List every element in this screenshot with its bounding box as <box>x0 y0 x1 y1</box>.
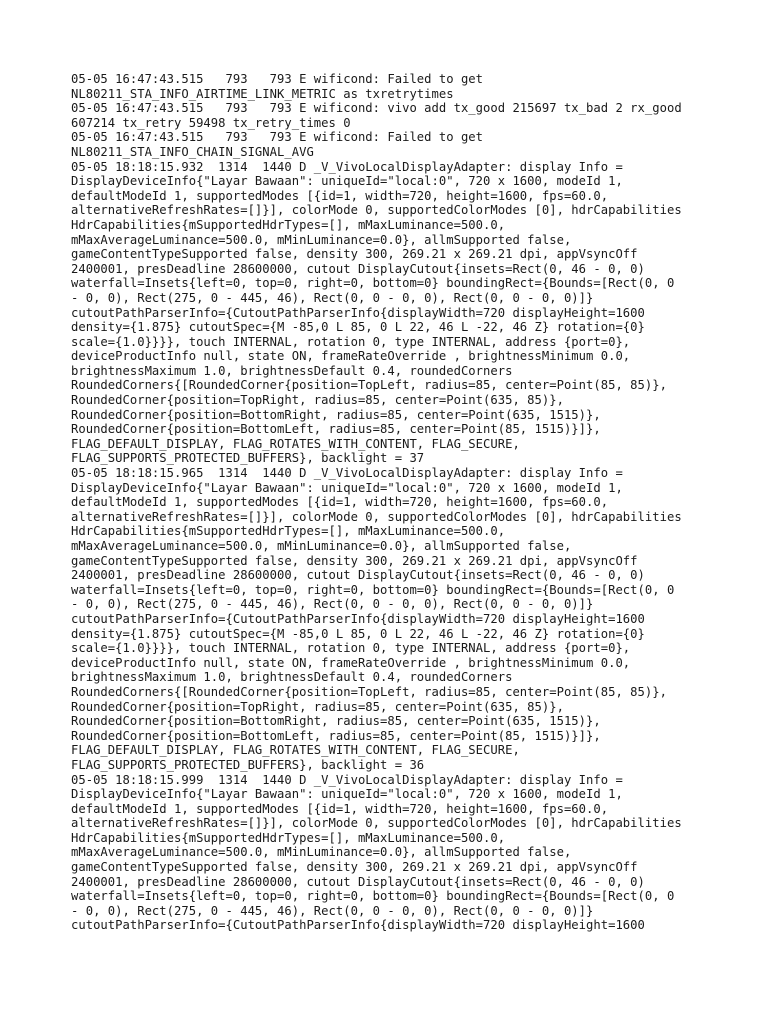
log-line: - 0, 0), Rect(275, 0 - 445, 46), Rect(0, 0 - 0, 0), Rect(0, 0 - 0, 0)]} <box>71 597 594 612</box>
log-line: 2400001, presDeadline 28600000, cutout DisplayCutout{insets=Rect(0, 46 - 0, 0) <box>71 261 645 276</box>
log-line: scale={1.0}}}}, touch INTERNAL, rotation 0, type INTERNAL, address {port=0}, <box>71 641 631 656</box>
log-line: brightnessMaximum 1.0, brightnessDefault 0.4, roundedCorners <box>71 670 513 685</box>
log-line: FLAG_SUPPORTS_PROTECTED_BUFFERS}, backlight = 36 <box>71 757 425 772</box>
log-line: 05-05 18:18:15.965 1314 1440 D _V_VivoLocalDisplayAdapter: display Info = <box>71 466 623 481</box>
log-line: 05-05 16:47:43.515 793 793 E wificond: Failed to get <box>71 72 484 86</box>
log-line: RoundedCorner{position=BottomRight, radius=85, center=Point(635, 1515)}, <box>71 714 601 729</box>
log-line: waterfall=Insets{left=0, top=0, right=0, bottom=0} boundingRect={Bounds=[Rect(0, 0 <box>71 276 675 291</box>
log-line: 05-05 18:18:15.932 1314 1440 D _V_VivoLocalDisplayAdapter: display Info = <box>71 159 623 174</box>
log-line: density={1.875} cutoutSpec={M -85,0 L 85, 0 L 22, 46 L -22, 46 Z} rotation={0} <box>71 320 645 335</box>
log-line: defaultModeId 1, supportedModes [{id=1, width=720, height=1600, fps=60.0, <box>71 801 609 816</box>
log-line: gameContentTypeSupported false, density 300, 269.21 x 269.21 dpi, appVsyncOff <box>71 553 638 568</box>
log-line: RoundedCorner{position=TopRight, radius=85, center=Point(635, 85)}, <box>71 699 564 714</box>
log-line: 05-05 18:18:15.999 1314 1440 D _V_VivoLocalDisplayAdapter: display Info = <box>71 772 623 787</box>
log-line: HdrCapabilities{mSupportedHdrTypes=[], mMaxLuminance=500.0, <box>71 830 506 845</box>
log-line: alternativeRefreshRates=[]}], colorMode 0, supportedColorModes [0], hdrCapabilities <box>71 816 682 831</box>
log-line: RoundedCorner{position=BottomLeft, radius=85, center=Point(85, 1515)}]}, <box>71 422 601 437</box>
log-line: density={1.875} cutoutSpec={M -85,0 L 85, 0 L 22, 46 L -22, 46 Z} rotation={0} <box>71 626 645 641</box>
log-line: alternativeRefreshRates=[]}], colorMode 0, supportedColorModes [0], hdrCapabilities <box>71 203 682 218</box>
log-line: alternativeRefreshRates=[]}], colorMode 0, supportedColorModes [0], hdrCapabilities <box>71 509 682 524</box>
log-line: DisplayDeviceInfo{"Layar Bawaan": uniqueId="local:0", 720 x 1600, modeId 1, <box>71 480 623 495</box>
log-line: 2400001, presDeadline 28600000, cutout DisplayCutout{insets=Rect(0, 46 - 0, 0) <box>71 568 645 583</box>
log-line: cutoutPathParserInfo={CutoutPathParserInfo{displayWidth=720 displayHeight=1600 <box>71 918 645 933</box>
log-line: 05-05 16:47:43.515 793 793 E wificond: vivo add tx_good 215697 tx_bad 2 rx_good <box>71 101 682 116</box>
log-line: - 0, 0), Rect(275, 0 - 445, 46), Rect(0, 0 - 0, 0), Rect(0, 0 - 0, 0)]} <box>71 903 594 918</box>
log-line: RoundedCorner{position=BottomLeft, radius=85, center=Point(85, 1515)}]}, <box>71 728 601 743</box>
log-line: cutoutPathParserInfo={CutoutPathParserInfo{displayWidth=720 displayHeight=1600 <box>71 305 645 320</box>
log-line: defaultModeId 1, supportedModes [{id=1, width=720, height=1600, fps=60.0, <box>71 495 609 510</box>
log-line: defaultModeId 1, supportedModes [{id=1, width=720, height=1600, fps=60.0, <box>71 188 609 203</box>
log-line: HdrCapabilities{mSupportedHdrTypes=[], mMaxLuminance=500.0, <box>71 217 506 232</box>
log-line: RoundedCorners{[RoundedCorner{position=TopLeft, radius=85, center=Point(85, 85)}, <box>71 684 667 699</box>
log-line: scale={1.0}}}}, touch INTERNAL, rotation 0, type INTERNAL, address {port=0}, <box>71 334 631 349</box>
log-line: deviceProductInfo null, state ON, frameRateOverride , brightnessMinimum 0.0, <box>71 655 631 670</box>
log-line: gameContentTypeSupported false, density 300, 269.21 x 269.21 dpi, appVsyncOff <box>71 247 638 262</box>
log-line: 607214 tx_retry 59498 tx_retry_times 0 <box>71 115 351 130</box>
log-line: DisplayDeviceInfo{"Layar Bawaan": uniqueId="local:0", 720 x 1600, modeId 1, <box>71 174 623 189</box>
log-line: mMaxAverageLuminance=500.0, mMinLuminance=0.0}, allmSupported false, <box>71 232 572 247</box>
log-line: FLAG_DEFAULT_DISPLAY, FLAG_ROTATES_WITH_CONTENT, FLAG_SECURE, <box>71 743 520 758</box>
log-line: gameContentTypeSupported false, density 300, 269.21 x 269.21 dpi, appVsyncOff <box>71 860 638 875</box>
log-line: NL80211_STA_INFO_CHAIN_SIGNAL_AVG <box>71 144 314 159</box>
log-line: deviceProductInfo null, state ON, frameRateOverride , brightnessMinimum 0.0, <box>71 349 631 364</box>
log-line: - 0, 0), Rect(275, 0 - 445, 46), Rect(0, 0 - 0, 0), Rect(0, 0 - 0, 0)]} <box>71 290 594 305</box>
log-line: RoundedCorners{[RoundedCorner{position=TopLeft, radius=85, center=Point(85, 85)}, <box>71 378 667 393</box>
log-line: 2400001, presDeadline 28600000, cutout DisplayCutout{insets=Rect(0, 46 - 0, 0) <box>71 874 645 889</box>
log-line: brightnessMaximum 1.0, brightnessDefault 0.4, roundedCorners <box>71 363 513 378</box>
log-line: waterfall=Insets{left=0, top=0, right=0, bottom=0} boundingRect={Bounds=[Rect(0, 0 <box>71 889 675 904</box>
log-line: cutoutPathParserInfo={CutoutPathParserInfo{displayWidth=720 displayHeight=1600 <box>71 611 645 626</box>
log-line: FLAG_DEFAULT_DISPLAY, FLAG_ROTATES_WITH_CONTENT, FLAG_SECURE, <box>71 436 520 451</box>
log-line: 05-05 16:47:43.515 793 793 E wificond: Failed to get <box>71 130 484 145</box>
log-line: RoundedCorner{position=BottomRight, radius=85, center=Point(635, 1515)}, <box>71 407 601 422</box>
log-line: DisplayDeviceInfo{"Layar Bawaan": uniqueId="local:0", 720 x 1600, modeId 1, <box>71 787 623 802</box>
log-line: NL80211_STA_INFO_AIRTIME_LINK_METRIC as txretrytimes <box>71 86 454 101</box>
log-line: waterfall=Insets{left=0, top=0, right=0, bottom=0} boundingRect={Bounds=[Rect(0, 0 <box>71 582 675 597</box>
log-line: mMaxAverageLuminance=500.0, mMinLuminance=0.0}, allmSupported false, <box>71 539 572 553</box>
log-text-body <box>71 72 761 933</box>
log-line: RoundedCorner{position=TopRight, radius=85, center=Point(635, 85)}, <box>71 393 564 408</box>
log-line: mMaxAverageLuminance=500.0, mMinLuminance=0.0}, allmSupported false, <box>71 845 572 860</box>
log-line: HdrCapabilities{mSupportedHdrTypes=[], mMaxLuminance=500.0, <box>71 524 506 539</box>
log-line: FLAG_SUPPORTS_PROTECTED_BUFFERS}, backlight = 37 <box>71 451 425 466</box>
